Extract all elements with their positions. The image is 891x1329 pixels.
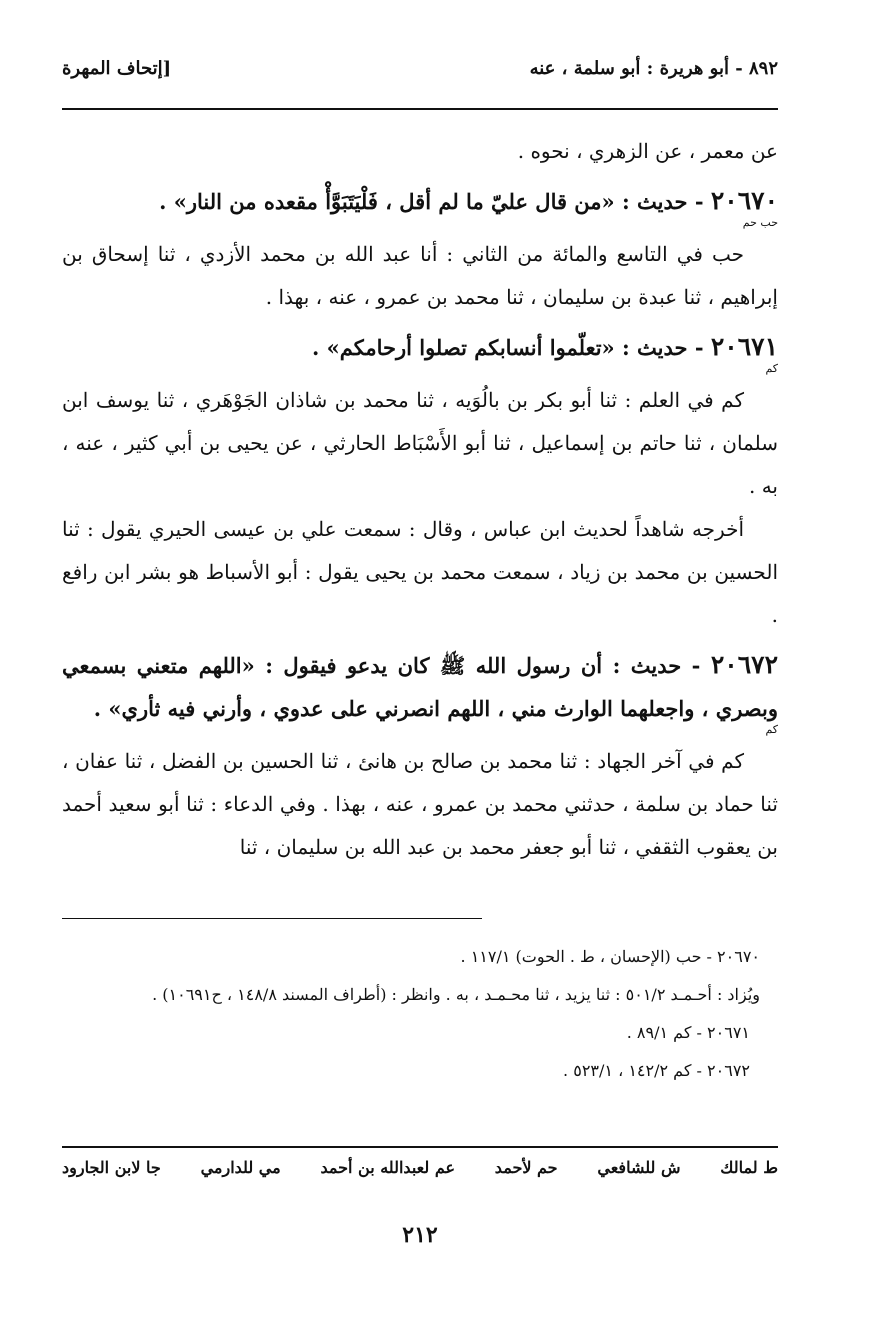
source-siglum: كم	[765, 723, 778, 736]
abbreviation-item: ط لمالك	[720, 1158, 778, 1177]
hadith-entry-20670	[62, 179, 778, 223]
commentary-paragraph: أخرجه شاهداً لحديث ابن عباس ، وقال : سمعت علي بن عيسى الحيري يقول : ثنا الحسين بن محمد بن زياد ، سمعت محمد بن يحيى يقول : أبو الأسباط هو بشر ابن رافع .	[62, 517, 778, 627]
hadith-entry-20672	[62, 643, 778, 730]
source-siglum: كم	[765, 362, 778, 375]
intro-line: عن معمر ، عن الزهري ، نحوه .	[517, 139, 778, 163]
running-header	[62, 58, 778, 92]
abbreviation-item: حم لأحمد	[494, 1158, 558, 1177]
hadith-number: ٢٠٦٧١	[710, 332, 778, 361]
abbreviation-item: عم لعبدالله بن أحمد	[320, 1158, 456, 1177]
abbreviation-key	[62, 1158, 778, 1177]
footnote: ويُزاد : أحـمـد ٥٠١/٢ : ثنا يزيد ، ثنا محـمـد ، به . وانظر : (أطراف المسند ١٤٨/٨ ، ح١٠٦٩١) .	[152, 985, 760, 1004]
footnote: ٢٠٦٧٢ - كم ١٤٢/٢ ، ٥٢٣/١ .	[563, 1061, 750, 1080]
header-rule	[62, 108, 778, 110]
header-chapter-title: ٨٩٢ - أبو هريرة : أبو سلمة ، عنه	[529, 58, 778, 79]
main-text	[62, 130, 778, 869]
isnad-paragraph: كم في آخر الجهاد : ثنا محمد بن صالح بن هانئ ، ثنا الحسين بن الفضل ، ثنا عفان ، ثنا حماد بن سلمة ، حدثني محمد بن عمرو ، عنه ، بهذا . وفي الدعاء : ثنا أبو سعيد أحمد بن يعقوب الثقفي ، ثنا أبو جعفر محمد بن عبد الله بن سليمان ، ثنا	[62, 749, 778, 859]
hadith-text: - حديث : «تعلّموا أنسابكم تصلوا أرحامكم» .	[312, 335, 704, 360]
footnote: ٢٠٦٧١ - كم ٨٩/١ .	[626, 1023, 750, 1042]
hadith-number: ٢٠٦٧٠	[710, 186, 778, 215]
footnotes	[62, 938, 778, 1090]
abbreviation-item: جا لابن الجارود	[62, 1158, 161, 1177]
page-number: ٢١٢	[402, 1222, 438, 1248]
hadith-text: - حديث : «من قال عليّ ما لم أقل ، فَلْيَتَبَوَّأْ مقعده من النار» .	[159, 189, 704, 214]
footnote-rule	[62, 918, 482, 919]
footnote: ٢٠٦٧٠ - حب (الإحسان ، ط . الحوت) ١١٧/١ .	[460, 947, 760, 966]
abbreviation-rule	[62, 1146, 778, 1148]
hadith-number: ٢٠٦٧٢	[710, 650, 778, 679]
hadith-text: - حديث : أن رسول الله ﷺ كان يدعو فيقول : «اللهم متعني بسمعي وبصري ، واجعلهما الوارث مني ، اللهم انصرني على عدوي ، وأرني فيه ثأري» .	[62, 653, 778, 721]
document-page	[62, 0, 778, 1329]
abbreviation-item: ش للشافعي	[597, 1158, 681, 1177]
isnad-paragraph: حب في التاسع والمائة من الثاني : أنا عبد الله بن محمد الأزدي ، ثنا إسحاق بن إبراهيم ، ثنا عبدة بن سليمان ، ثنا محمد بن عمرو ، عنه ، بهذا .	[62, 242, 778, 309]
isnad-paragraph: كم في العلم : ثنا أبو بكر بن بالُوَيه ، ثنا محمد بن شاذان الجَوْهَري ، ثنا يوسف ابن سلمان ، ثنا حاتم بن إسماعيل ، ثنا أبو الأَسْبَاط الحارثي ، عن يحيى بن أبي كثير ، عنه ، به .	[62, 388, 778, 498]
abbreviation-item: مي للدارمي	[200, 1158, 281, 1177]
source-siglum: حب حم	[742, 216, 778, 229]
header-book-title: [إتحاف المهرة	[62, 58, 172, 79]
